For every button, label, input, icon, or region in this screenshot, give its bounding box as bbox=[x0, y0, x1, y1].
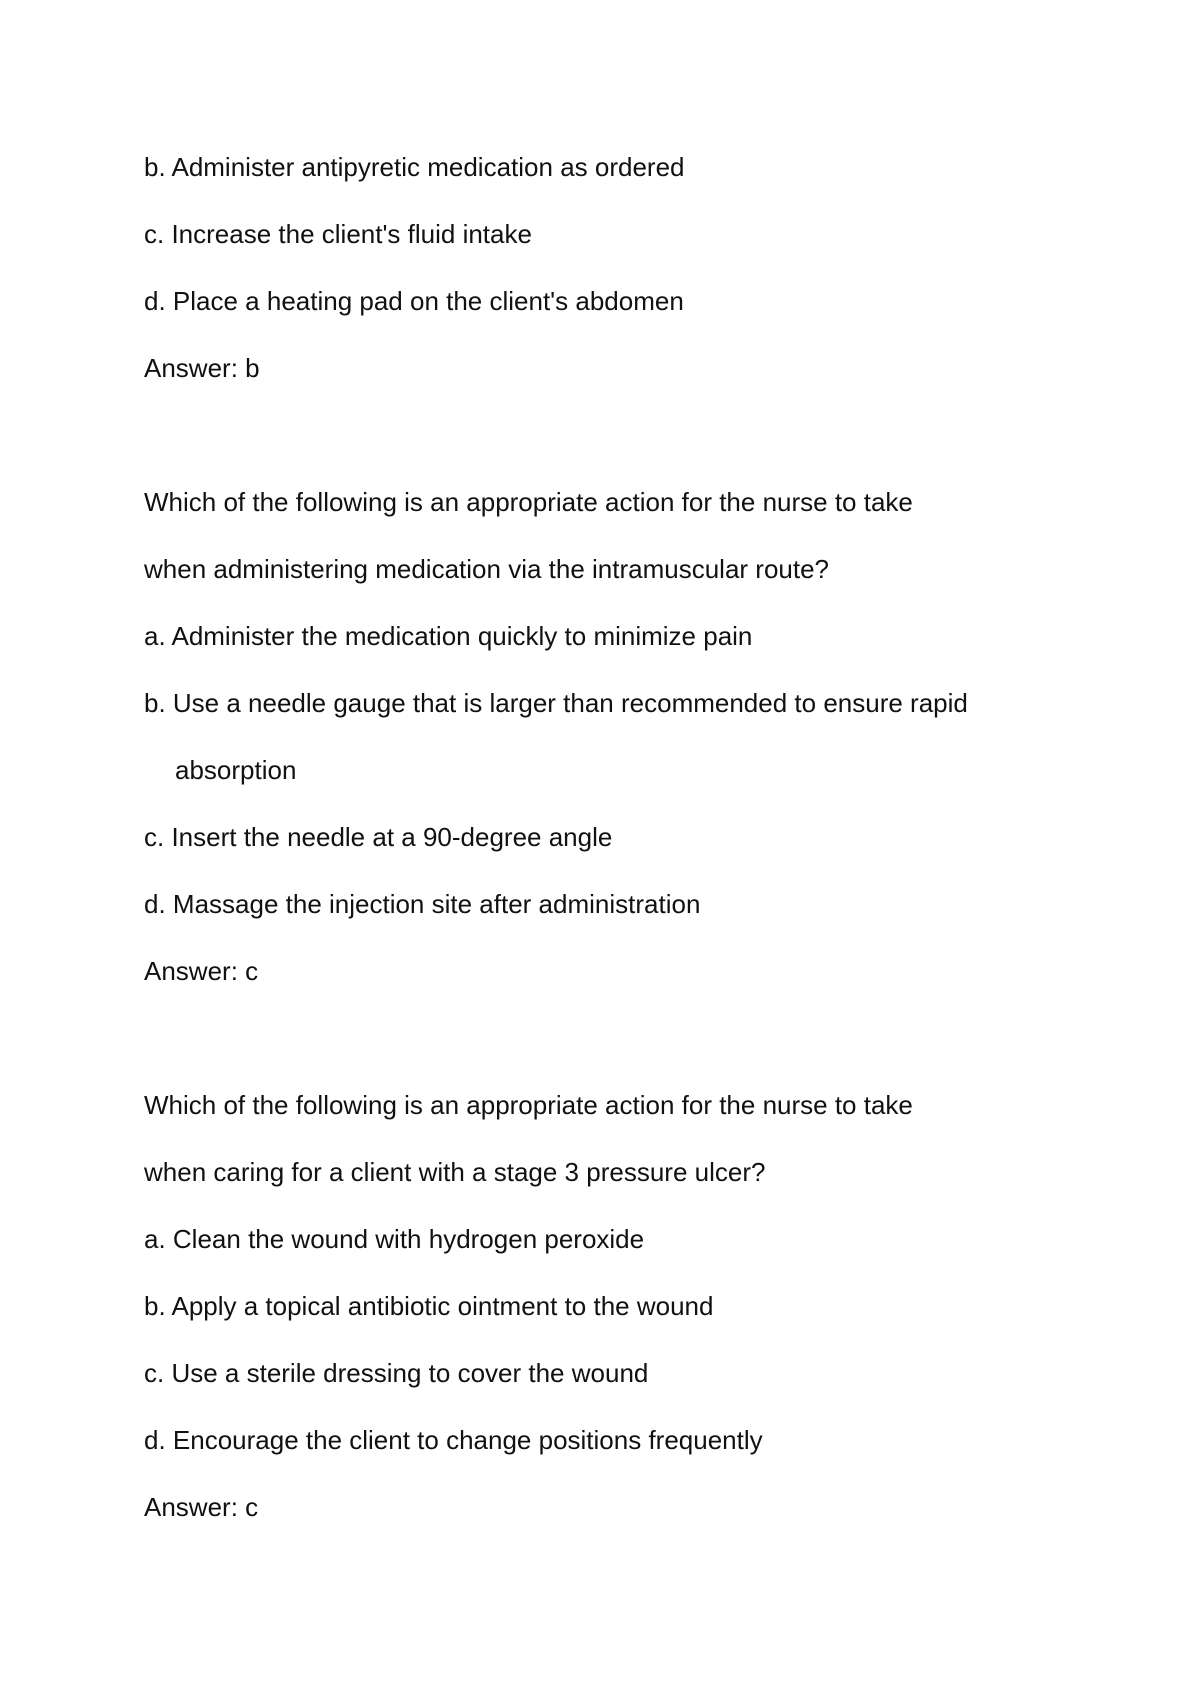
q1-option-d: d. Place a heating pad on the client's abdomen bbox=[144, 286, 684, 316]
q3-stem-line1: Which of the following is an appropriate action for the nurse to take bbox=[144, 1090, 913, 1120]
q3-option-c: c. Use a sterile dressing to cover the wound bbox=[144, 1358, 649, 1388]
q1-option-b: b. Administer antipyretic medication as ordered bbox=[144, 152, 685, 182]
q3-stem-line2: when caring for a client with a stage 3 pressure ulcer? bbox=[144, 1157, 766, 1187]
q2-option-a: a. Administer the medication quickly to minimize pain bbox=[144, 621, 753, 651]
q2-option-c: c. Insert the needle at a 90-degree angle bbox=[144, 822, 613, 852]
q2-option-b-line2: absorption bbox=[175, 755, 297, 785]
q1-answer: Answer: b bbox=[144, 353, 260, 383]
q2-option-b-line1: b. Use a needle gauge that is larger than recommended to ensure rapid bbox=[144, 688, 968, 718]
q3-option-a: a. Clean the wound with hydrogen peroxide bbox=[144, 1224, 645, 1254]
q2-stem-line1: Which of the following is an appropriate action for the nurse to take bbox=[144, 487, 913, 517]
q2-answer: Answer: c bbox=[144, 956, 259, 986]
q2-stem-line2: when administering medication via the intramuscular route? bbox=[144, 554, 830, 584]
q3-option-d: d. Encourage the client to change positions frequently bbox=[144, 1425, 763, 1455]
q3-answer: Answer: c bbox=[144, 1492, 259, 1522]
q3-option-b: b. Apply a topical antibiotic ointment to the wound bbox=[144, 1291, 714, 1321]
q1-option-c: c. Increase the client's fluid intake bbox=[144, 219, 532, 249]
q2-option-d: d. Massage the injection site after administration bbox=[144, 889, 701, 919]
